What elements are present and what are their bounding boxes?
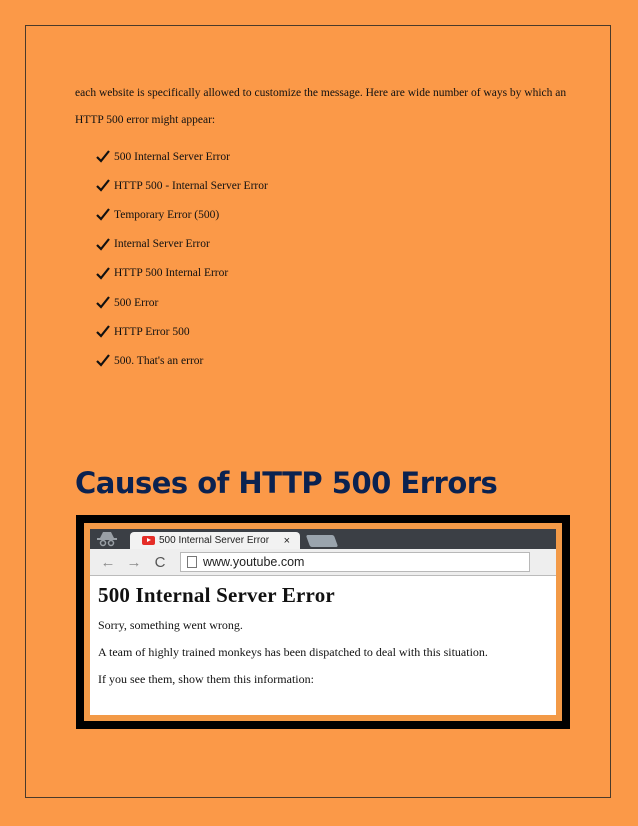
browser-window: [90, 529, 556, 715]
list-item-label: 500. That's an error: [114, 354, 204, 367]
tab-title: 500 Internal Server Error: [159, 535, 270, 546]
browser-toolbar: [90, 549, 556, 576]
check-mark-icon: [96, 238, 112, 251]
new-tab-icon: [306, 535, 338, 547]
check-mark-icon: [96, 150, 112, 163]
list-item: [96, 171, 268, 200]
check-mark-icon: [96, 325, 112, 338]
section-heading: Causes of HTTP 500 Errors: [75, 466, 498, 500]
check-mark-icon: [96, 267, 112, 280]
back-arrow-icon: ←: [100, 553, 116, 571]
error-line-1: Sorry, something went wrong.: [98, 618, 243, 632]
browser-tab-bar: [90, 529, 556, 549]
list-item: [96, 288, 268, 317]
list-item-label: HTTP Error 500: [114, 325, 190, 338]
error-variants-list: [96, 142, 268, 376]
intro-paragraph: each website is specifically allowed to customize the message. Here are wide number of ways by which an HTTP 500 error might appear:: [75, 87, 567, 126]
check-mark-icon: [96, 208, 112, 221]
list-item: [96, 317, 268, 346]
list-item: [96, 142, 268, 171]
tab-close-icon: ×: [283, 534, 290, 547]
browser-content: [98, 583, 552, 699]
address-url: www.youtube.com: [203, 555, 305, 569]
reload-icon: C: [154, 553, 166, 571]
list-item: [96, 230, 268, 259]
list-item-label: HTTP 500 Internal Error: [114, 267, 229, 280]
list-item: [96, 200, 268, 229]
check-mark-icon: [96, 179, 112, 192]
address-bar: [180, 552, 530, 572]
list-item: [96, 259, 268, 288]
error-line-3: If you see them, show them this information:: [98, 672, 314, 686]
list-item-label: 500 Error: [114, 296, 159, 309]
youtube-favicon-icon: [142, 536, 155, 545]
list-item-label: 500 Internal Server Error: [114, 150, 230, 163]
incognito-icon: [96, 531, 118, 547]
list-item: [96, 346, 268, 375]
error-screenshot-image: [76, 515, 570, 729]
error-title: 500 Internal Server Error: [98, 583, 335, 607]
page-icon: [187, 556, 197, 568]
list-item-label: Temporary Error (500): [114, 208, 220, 221]
browser-tab: [130, 532, 300, 549]
error-line-2: A team of highly trained monkeys has been dispatched to deal with this situation.: [98, 645, 488, 659]
forward-arrow-icon: →: [126, 553, 142, 571]
check-mark-icon: [96, 354, 112, 367]
list-item-label: HTTP 500 - Internal Server Error: [114, 179, 268, 192]
list-item-label: Internal Server Error: [114, 238, 210, 251]
check-mark-icon: [96, 296, 112, 309]
